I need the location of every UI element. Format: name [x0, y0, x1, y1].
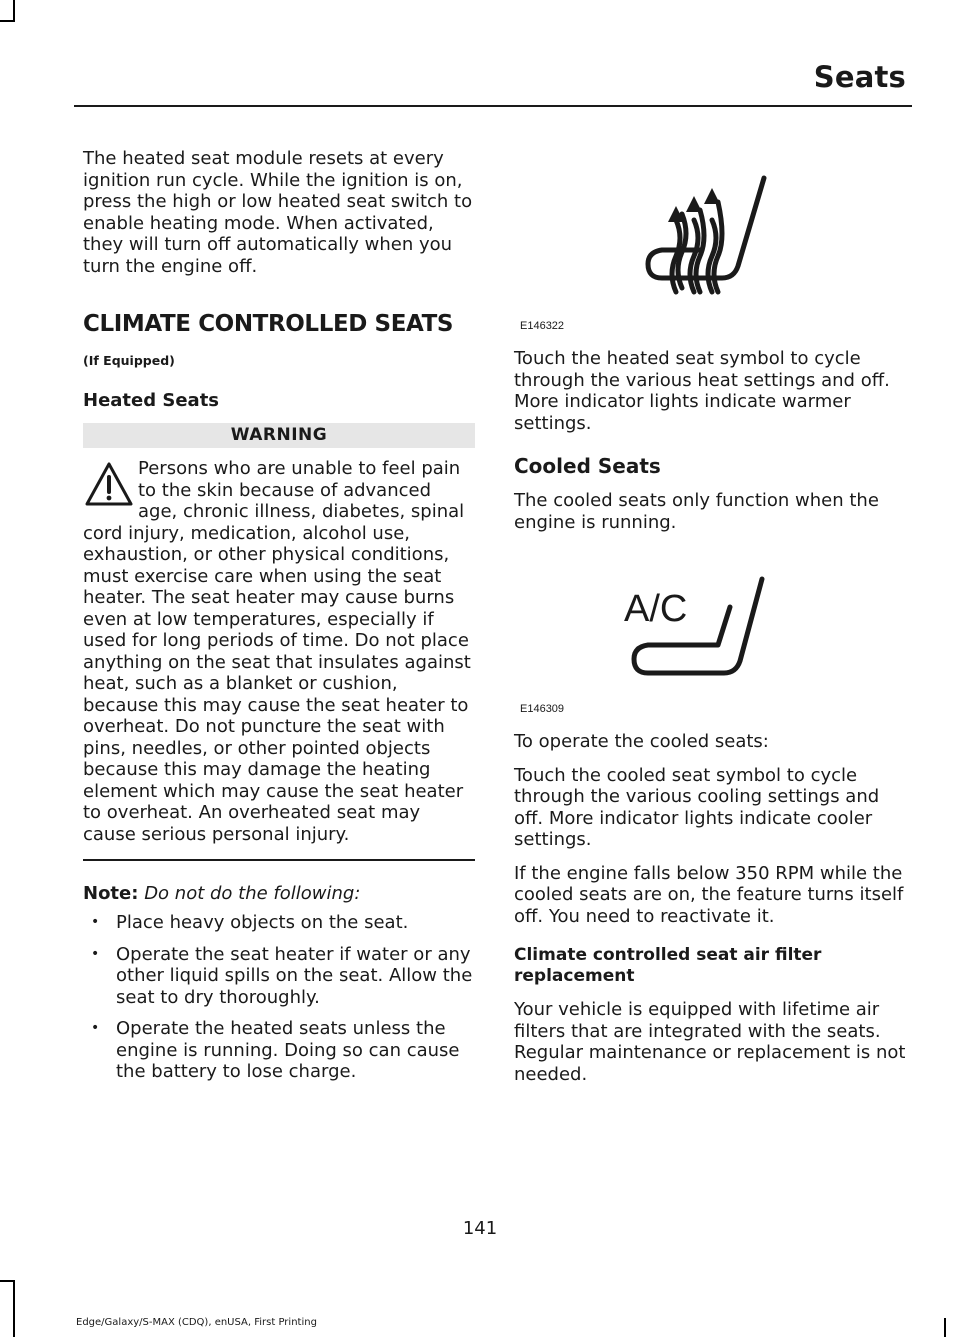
crop-mark — [13, 0, 15, 22]
if-equipped-label: (If Equipped) — [83, 353, 175, 368]
rpm-paragraph: If the engine falls below 350 RPM while the cooled seats are on, the feature turns itself off. You need to reactivate it. — [514, 862, 904, 927]
crop-mark — [0, 1280, 15, 1282]
crop-mark — [0, 20, 15, 22]
bullet-list — [83, 912, 475, 1083]
list-item: • Operate the seat heater if water or any other liquid spills on the seat. Allow the seat to dry thoroughly. — [83, 944, 475, 1009]
page-number: 141 — [462, 1218, 498, 1239]
warning-heading: WARNING — [83, 423, 475, 448]
ac-label: A/C — [624, 588, 688, 630]
left-column — [83, 148, 475, 1093]
intro-paragraph: The heated seat module resets at every ignition run cycle. While the ignition is on, press the high or low heated seat switch to enable heating mode. When activated, they will turn off automatically when you turn the engine off. — [83, 148, 473, 277]
filter-heading: Climate controlled seat air filter replacement — [514, 945, 822, 986]
cooled-seat-figure — [514, 533, 906, 723]
section-title: Seats — [813, 60, 906, 94]
heated-seat-figure — [514, 168, 906, 340]
list-item: • Operate the heated seats unless the engine is running. Doing so can cause the battery to lose charge. — [83, 1018, 475, 1083]
cooled-seats-heading: Cooled Seats — [514, 454, 661, 478]
edition-footer: Edge/Galaxy/S-MAX (CDQ), enUSA, First Printing — [76, 1317, 317, 1328]
right-column — [514, 168, 906, 1085]
cooled-seat-icon — [618, 573, 768, 685]
warning-text: Persons who are unable to feel pain to the skin because of advanced age, chronic illness, diabetes, spinal cord injury, medication, alcohol use, exhaustion, or other physical conditions, must exercise care when using the seat heater. The seat heater may cause burns even at low temperatures, especially if used for long periods of time. Do not place anything on the seat that insulates against heat, such as a blanket or cushion, because this may cause the seat heater to overheat. Do not puncture the seat with pins, needles, or other pointed objects because this may damage the heating element which may cause the seat heater to overheat. An overheated seat may cause serious personal injury. — [83, 458, 471, 845]
section-heading: CLIMATE CONTROLLED SEATS — [83, 311, 454, 337]
cooled-intro: The cooled seats only function when the engine is running. — [514, 490, 879, 533]
figure-label: E146309 — [520, 703, 565, 715]
heated-seats-heading: Heated Seats — [83, 390, 220, 411]
filter-paragraph: Your vehicle is equipped with lifetime air filters that are integrated with the seats. Regular maintenance or replacement is not needed. — [514, 999, 906, 1085]
list-item: • Place heavy objects on the seat. — [83, 912, 475, 934]
note — [83, 883, 475, 905]
warning-rule — [83, 859, 475, 861]
warning-triangle-icon — [83, 460, 135, 510]
cooled-instructions: Touch the cooled seat symbol to cycle through the various cooling settings and off. More indicator lights indicate cooler settings. — [514, 764, 880, 850]
operate-intro: To operate the cooled seats: — [514, 731, 769, 752]
heated-instructions: Touch the heated seat symbol to cycle through the various heat settings and off. More indicator lights indicate warmer settings. — [514, 348, 890, 434]
header-rule — [74, 105, 912, 107]
crop-mark — [13, 1280, 15, 1337]
heated-seat-icon — [642, 170, 772, 302]
warning-box — [83, 458, 475, 845]
note-text: Do not do the following: — [144, 882, 361, 904]
crop-mark — [944, 1318, 946, 1337]
figure-label: E146322 — [520, 320, 565, 332]
note-label: Note: — [83, 882, 139, 904]
